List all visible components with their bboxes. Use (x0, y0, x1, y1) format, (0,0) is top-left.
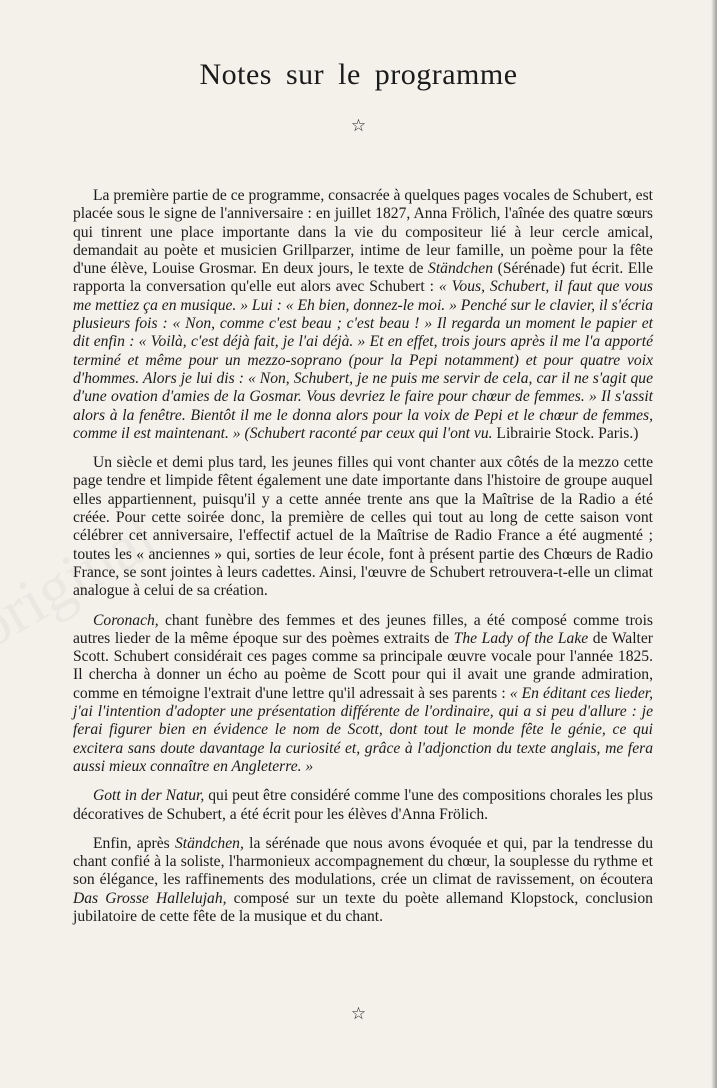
italic-segment: The Lady of the Lake (453, 629, 589, 647)
text-segment: la sérénade que nous avons évoquée et qui, par la tendresse du chant confié à la soliste, l'harmonieux accompagnement du chœur, la souplesse du rythme et son élégance, les raffinements des modulations, crée un climat de ravissement, on écoutera (73, 834, 653, 889)
italic-segment: Ständchen (428, 260, 494, 278)
italic-segment: « Vous, Schubert, il faut que vous me mettiez ça en musique. » Lui : « Eh bien, donnez-le moi. » Penché sur le clavier, il s'écria plusieurs fois : « Non, comme c'est beau ; c'est beau ! » Il regarda un moment le papier et dit enfin : « Voilà, c'est déjà fait, je l'ai déjà. » Et en effet, trois jours après il me l'a apporté terminé et même pour un mezzo-soprano (pour la Pepi notamment) et pour quatre voix d'hommes. Alors je lui dis : « Non, Schubert, je ne puis me servir de cela, car il ne s'agit que d'une ovation d'amies de la Gosmar. Vous devriez le faire pour chœur de femmes. » Il s'assit alors à la fenêtre. Bientôt il me le donna alors pour la voix de Pepi et le chœur de femmes, comme il est maintenant. » (Schubert raconté par ceux qui l'ont vu. (73, 278, 653, 442)
italic-segment: « En éditant ces lieder, j'ai l'intention d'adopter une présentation différente de l'ordinaire, qui a si peu d'allure : je ferai figurer bien en évidence le nom de Scott, dont tout le monde fête le génie, ce qui excitera sans doute davantage la curiosité et, grâce à l'adjonction du texte anglais, me fera aussi mieux connaître en Angleterre. » (73, 684, 653, 775)
italic-segment: Gott in der Natur, (93, 787, 205, 805)
star-ornament-top-icon: ☆ (350, 116, 367, 135)
page-edge-shadow (711, 0, 717, 1088)
italic-segment: Coronach, (93, 611, 159, 629)
paragraph-1 (73, 187, 653, 443)
page-title: Notes sur le programme (199, 58, 518, 91)
text-segment: (Sérénade) fut écrit. Elle rapporta la conversation qu'elle eut alors avec Schubert : (73, 260, 654, 296)
text-segment: qui peut être considéré comme l'une des compositions chorales les plus décoratives de Schubert, a été écrit pour les élèves d'Anna Frölich. (73, 787, 653, 823)
text-segment: Un siècle et demi plus tard, les jeunes filles qui vont chanter aux côtés de la mezzo cette page tendre et limpide fêtent également une date importante dans l'histoire de groupe auquel elles appartiennent, puisqu'il y a cette année trente ans que la Maîtrise de la Radio a été créée. Pour cette soirée donc, la première de celles qui tout au long de cette saison vont célébrer cet anniversaire, l'effectif actuel de la Maîtrise de Radio France a été augmenté ; toutes les « anciennes » qui, sorties de leur école, font à présent partie des Chœurs de Radio France, se sont jointes à leurs cadettes. Ainsi, l'œuvre de Schubert retrouvera-t-elle un climat analogue à celui de sa création. (73, 454, 653, 600)
text-segment: composé sur un texte du poète allemand Klopstock, conclusion jubilatoire de cette fête de la musique et du chant. (73, 889, 653, 925)
text-segment: de Walter Scott. Schubert considérait ces pages comme sa principale œuvre vocale pour l'année 1825. Il chercha à donner un écho au poème de Scott pour qui il avait une grande admiration, comme en témoigne l'extrait d'une lettre qu'il adressait à ses parents : (73, 629, 653, 702)
text-segment: chant funèbre des femmes et des jeunes filles, a été composé comme trois autres lieder de la même époque sur des poèmes extraits de (73, 611, 653, 647)
paragraph-5 (73, 835, 653, 926)
italic-segment: Ständchen, (174, 834, 244, 852)
paragraph-4 (73, 787, 653, 824)
text-segment: La première partie de ce programme, consacrée à quelques pages vocales de Schubert, est placée sous le signe de l'anniversaire : en juillet 1827, Anna Frölich, l'aînée des quatre sœurs qui tinrent une place importante dans la vie du compositeur lié à leur cercle amical, demandait au poète et musicien Grillparzer, intime de leur famille, un poème pour la fête d'une élève, Louise Grosmar. En deux jours, le texte de (73, 187, 653, 278)
paragraph-2 (73, 454, 653, 600)
body-text (73, 187, 653, 937)
star-ornament-bottom-icon: ☆ (350, 1004, 367, 1023)
italic-segment: Das Grosse Hallelujah, (73, 889, 227, 907)
paragraph-3 (73, 612, 653, 777)
text-segment: Librairie Stock. Paris.) (492, 424, 639, 442)
text-segment: Enfin, après (93, 834, 175, 852)
